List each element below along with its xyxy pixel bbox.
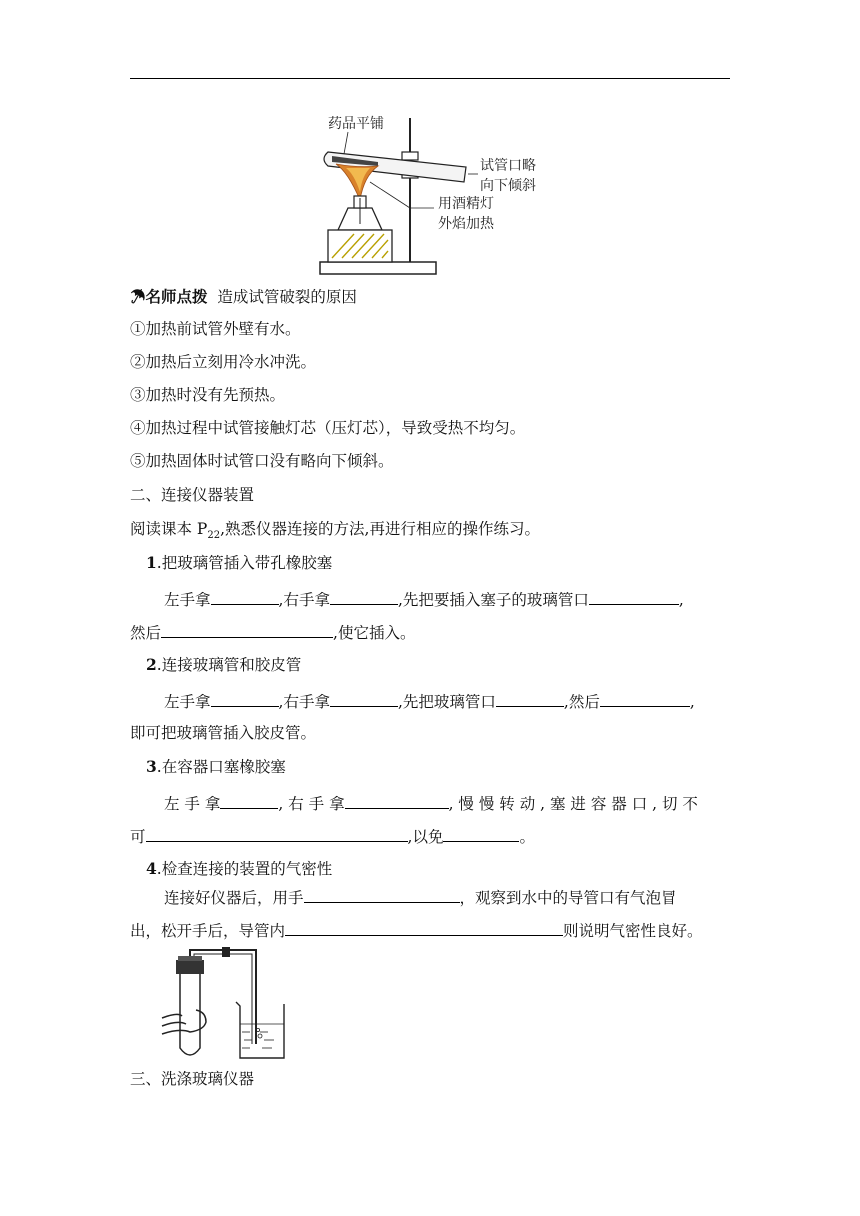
blank-field[interactable]: [211, 689, 279, 707]
step4-text-b: ，观察到水中的导管口有气泡冒: [459, 889, 677, 907]
step4-title-text: .检查连接的装置的气密性: [156, 860, 333, 878]
step1-text-c: ,先把要插入塞子的玻璃管口: [397, 591, 589, 609]
step1-title: [130, 552, 746, 574]
step1-line2: [130, 620, 730, 644]
step1-text-b: ,右手拿: [278, 591, 330, 609]
header-rule: [130, 78, 730, 79]
section2-intro: [130, 518, 730, 547]
step1-line1: [130, 587, 764, 611]
step2-text-d: ,然后: [563, 693, 600, 711]
step4-text-a: 连接好仪器后，用手: [164, 889, 304, 907]
step4-text-d: 则说明气密性良好。: [563, 922, 703, 940]
label-lamp-2: 外焰加热: [438, 216, 494, 232]
label-tube-tilt-2: 向下倾斜: [480, 178, 536, 194]
step3-text-e: ,以免: [407, 828, 444, 846]
step3-text-b: , 右 手 拿: [278, 795, 345, 813]
tip-title: 名师点拨: [145, 287, 208, 306]
tip-item-1: ①加热前试管外壁有水。: [130, 320, 301, 338]
tip-item-5: ⑤加热固体时试管口没有略向下倾斜。: [130, 452, 394, 470]
blank-field[interactable]: [146, 824, 408, 842]
step1-num: 1: [146, 553, 157, 572]
step2-title-text: .连接玻璃管和胶皮管: [156, 656, 302, 674]
tip-item-3: ③加热时没有先预热。: [130, 386, 286, 404]
blank-field[interactable]: [330, 587, 398, 605]
blank-field[interactable]: [600, 689, 690, 707]
blank-field[interactable]: [161, 620, 333, 638]
step2-text-b: ,右手拿: [278, 693, 330, 711]
airtightness-check-figure: [160, 946, 300, 1068]
step3-text-f: 。: [519, 828, 535, 846]
label-powder-flat: 药品平铺: [328, 116, 384, 132]
step2-title: [130, 654, 746, 676]
step1-text-a: 左手拿: [164, 591, 211, 609]
label-tube-tilt-1: 试管口略: [480, 158, 536, 174]
intro-page-sub: 22: [207, 530, 221, 542]
step2-line1: [130, 689, 764, 713]
umbrella-icon: ☂: [130, 287, 146, 306]
step4-text-c: 出，松开手后，导管内: [130, 922, 286, 940]
tip-header: [130, 286, 730, 308]
step2-num: 2: [146, 655, 157, 674]
section2-heading: 二、连接仪器装置: [130, 486, 255, 504]
step4-line2: [130, 918, 730, 942]
blank-field[interactable]: [443, 824, 519, 842]
blank-field[interactable]: [345, 791, 449, 809]
step4-num: 4: [146, 859, 157, 878]
step1-text-f: ,使它插入。: [333, 624, 416, 642]
label-lamp-1: 用酒精灯: [438, 196, 494, 212]
blank-field[interactable]: [304, 885, 460, 903]
step3-line2: [130, 824, 730, 848]
step1-title-text: .把玻璃管插入带孔橡胶塞: [156, 554, 333, 572]
step1-text-e: 然后: [130, 624, 162, 642]
step3-title: [130, 756, 746, 778]
step2-text-a: 左手拿: [164, 693, 211, 711]
step3-title-text: .在容器口塞橡胶塞: [156, 758, 286, 776]
blank-field[interactable]: [220, 791, 278, 809]
blank-field[interactable]: [589, 587, 679, 605]
step3-text-d: 可: [130, 828, 146, 846]
intro-text-a: 阅读课本 P: [130, 520, 208, 538]
intro-text-b: ,熟悉仪器连接的方法,再进行相应的操作练习。: [220, 520, 540, 538]
step3-text-a: 左 手 拿: [164, 795, 221, 813]
step4-line1: [130, 885, 764, 909]
step3-text-c: , 慢 慢 转 动 , 塞 进 容 器 口 , 切 不: [448, 795, 698, 813]
blank-field[interactable]: [496, 689, 564, 707]
tip-item-2: ②加热后立刻用冷水冲洗。: [130, 353, 317, 371]
step3-num: 3: [146, 757, 157, 776]
step3-line1: [130, 791, 764, 815]
blank-field[interactable]: [211, 587, 279, 605]
step2-line2: 即可把玻璃管插入胶皮管。: [130, 724, 317, 742]
tip-text: 造成试管破裂的原因: [217, 288, 357, 306]
heating-apparatus-figure: [318, 112, 558, 280]
step1-text-d: ,: [678, 591, 684, 609]
blank-field[interactable]: [285, 918, 563, 936]
section3-heading: 三、洗涤玻璃仪器: [130, 1070, 255, 1088]
step2-text-c: ,先把玻璃管口: [397, 693, 496, 711]
blank-field[interactable]: [330, 689, 398, 707]
step2-text-e: ,: [689, 693, 695, 711]
step4-title: [130, 858, 746, 880]
tip-item-4: ④加热过程中试管接触灯芯（压灯芯），导致受热不均匀。: [130, 419, 526, 437]
